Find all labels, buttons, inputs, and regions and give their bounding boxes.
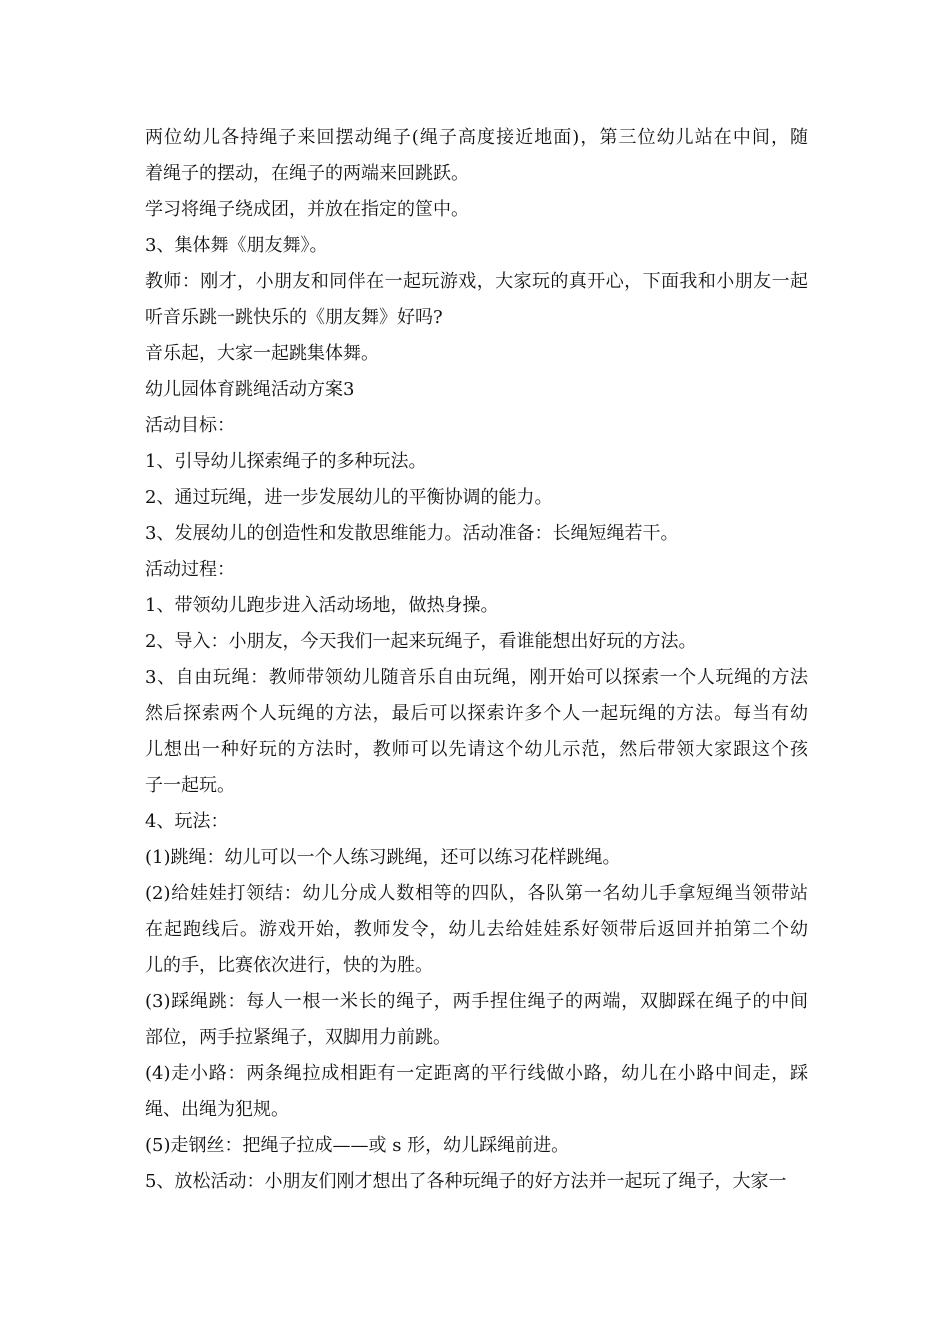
text-line: 绳、出绳为犯规。 [145,1099,289,1120]
text-line: 3、集体舞《朋友舞》。 [145,235,328,256]
text-line: 着绳子的摆动，在绳子的两端来回跳跃。 [145,163,469,184]
paragraph-plan-3-title [145,372,808,408]
paragraph-music-starts [145,336,808,372]
text-line: 音乐起，大家一起跳集体舞。 [145,343,379,364]
document-body [145,120,808,1200]
text-line: 活动目标： [145,415,235,436]
text-line: 听音乐跳一跳快乐的《朋友舞》好吗? [145,307,443,328]
text-line: 2、导入：小朋友，今天我们一起来玩绳子，看谁能想出好玩的方法。 [145,631,697,652]
text-line: (3)踩绳跳：每人一根一米长的绳子，两手捏住绳子的两端，双脚踩在绳子的中间 [145,991,808,1012]
paragraph-play-2 [145,876,808,984]
paragraph-play-4 [145,1056,808,1128]
paragraph-play-1 [145,840,808,876]
text-line: 活动过程： [145,559,235,580]
text-line: (2)给娃娃打领结：幼儿分成人数相等的四队，各队第一名幼儿手拿短绳当领带站 [145,883,808,904]
paragraph-step-2 [145,624,808,660]
paragraph-group-dance-heading [145,228,808,264]
paragraph-rope-jump-desc [145,120,808,192]
text-line: (1)跳绳：幼儿可以一个人练习跳绳，还可以练习花样跳绳。 [145,847,621,868]
paragraph-step-3 [145,660,808,804]
text-line: 3、发展幼儿的创造性和发散思维能力。活动准备：长绳短绳若干。 [145,523,679,544]
paragraph-play-5 [145,1128,808,1164]
text-line: 5、放松活动：小朋友们刚才想出了各种玩绳子的好方法并一起玩了绳子，大家一 [145,1171,787,1192]
text-line: 1、引导幼儿探索绳子的多种玩法。 [145,451,427,472]
text-line: 1、带领幼儿跑步进入活动场地，做热身操。 [145,595,499,616]
text-line: 部位，两手拉紧绳子，双脚用力前跳。 [145,1027,451,1048]
text-line: 两位幼儿各持绳子来回摆动绳子(绳子高度接近地面)，第三位幼儿站在中间，随 [145,127,808,148]
paragraph-coil-rope [145,192,808,228]
paragraph-play-3 [145,984,808,1056]
paragraph-teacher-dialogue [145,264,808,336]
paragraph-goal-1 [145,444,808,480]
paragraph-process-heading [145,552,808,588]
text-line: 幼儿园体育跳绳活动方案3 [145,379,355,400]
text-line: (4)走小路：两条绳拉成相距有一定距离的平行线做小路，幼儿在小路中间走，踩 [145,1063,808,1084]
paragraph-step-1 [145,588,808,624]
text-line: 教师：刚才，小朋友和同伴在一起玩游戏，大家玩的真开心，下面我和小朋友一起 [145,271,808,292]
paragraph-step-4-heading [145,804,808,840]
text-line: 儿的手，比赛依次进行，快的为胜。 [145,955,433,976]
text-line: 学习将绳子绕成团，并放在指定的筐中。 [145,199,469,220]
text-line: 在起跑线后。游戏开始，教师发令，幼儿去给娃娃系好领带后返回并拍第二个幼 [145,919,808,940]
text-line: 儿想出一种好玩的方法时，教师可以先请这个幼儿示范，然后带领大家跟这个孩 [145,739,808,760]
text-line: 2、通过玩绳，进一步发展幼儿的平衡协调的能力。 [145,487,553,508]
text-line: 然后探索两个人玩绳的方法，最后可以探索许多个人一起玩绳的方法。每当有幼 [145,703,808,724]
paragraph-goal-2 [145,480,808,516]
paragraph-step-5 [145,1164,808,1200]
text-line: 3、自由玩绳：教师带领幼儿随音乐自由玩绳，刚开始可以探索一个人玩绳的方法 [145,667,808,688]
paragraph-goal-3 [145,516,808,552]
paragraph-goals-heading [145,408,808,444]
text-line: (5)走钢丝：把绳子拉成——或 s 形，幼儿踩绳前进。 [145,1135,570,1156]
text-line: 子一起玩。 [145,775,235,796]
text-line: 4、玩法： [145,811,229,832]
